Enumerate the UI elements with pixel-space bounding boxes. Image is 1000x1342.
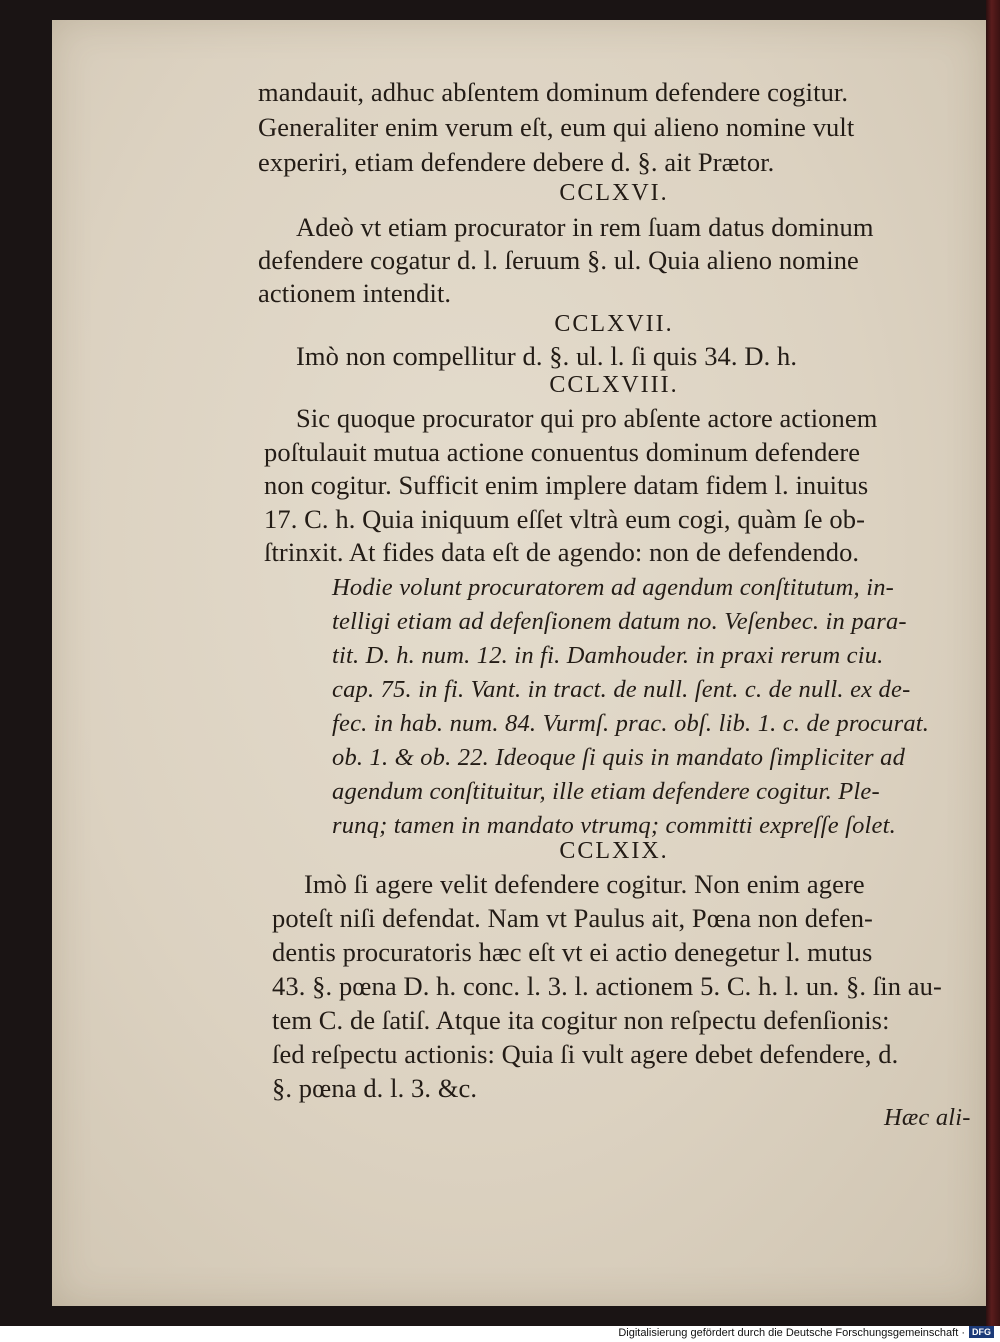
section-heading: CCLXIX. — [559, 838, 669, 864]
dfg-logo-icon: DFG — [969, 1326, 994, 1338]
text-line: §. pœna d. l. 3. &c. — [272, 1073, 478, 1103]
commentary-line: agendum conſtituitur, ille etiam defendere cogitur. Ple- — [332, 778, 880, 805]
text-line: actionem intendit. — [258, 278, 452, 308]
text-line: poſtulauit mutua actione conuentus dominum defendere — [264, 437, 861, 467]
text-line: poteſt niſi defendat. Nam vt Paulus ait, Pœna non defen- — [272, 903, 873, 933]
digitization-credit — [618, 1326, 994, 1340]
commentary-line: tit. D. h. num. 12. in fi. Damhouder. in praxi rerum ciu. — [332, 642, 884, 669]
text-line: 43. §. pœna D. h. conc. l. 3. l. actionem 5. C. h. l. un. §. ſin au- — [272, 971, 942, 1001]
text-line: ſtrinxit. At fides data eſt de agendo: non de defendendo. — [264, 537, 860, 567]
text-line: Generaliter enim verum eſt, eum qui alieno nomine vult — [258, 112, 855, 142]
text-line: non cogitur. Sufficit enim implere datam fidem l. inuitus — [264, 470, 869, 500]
text-line: Imò ſi agere velit defendere cogitur. Non enim agere — [304, 869, 865, 899]
section-heading: CCLXVII. — [554, 311, 674, 337]
section-heading: CCLXVI. — [559, 180, 669, 206]
credit-text: Digitalisierung gefördert durch die Deutsche Forschungsgemeinschaft · — [618, 1327, 965, 1339]
text-line: defendere cogatur d. l. ſeruum §. ul. Quia alieno nomine — [258, 245, 859, 275]
text-line: mandauit, adhuc abſentem dominum defendere cogitur. — [258, 77, 849, 107]
catchword: Hæc ali- — [884, 1104, 971, 1131]
commentary-line: Hodie volunt procuratorem ad agendum conſtitutum, in- — [332, 574, 895, 601]
section-heading: CCLXVIII. — [549, 372, 679, 398]
commentary-line: cap. 75. in fi. Vant. in tract. de null. ſent. c. de null. ex de- — [332, 676, 911, 703]
text-line: Imò non compellitur d. §. ul. l. ſi quis 34. D. h. — [296, 341, 798, 371]
text-line: experiri, etiam defendere debere d. §. ait Prætor. — [258, 147, 775, 177]
book-spine-edge — [986, 0, 1000, 1326]
commentary-line: telligi etiam ad defenſionem datum no. Veſenbec. in para- — [332, 608, 907, 635]
commentary-line: runq; tamen in mandato vtrumq; committi expreſſe ſolet. — [332, 812, 896, 839]
text-line: ſed reſpectu actionis: Quia ſi vult agere debet defendere, d. — [272, 1039, 899, 1069]
text-line: dentis procuratoris hæc eſt vt ei actio denegetur l. mutus — [272, 937, 873, 967]
commentary-line: ob. 1. & ob. 22. Ideoque ſi quis in mandato ſimpliciter ad — [332, 744, 906, 771]
text-line: tem C. de ſatiſ. Atque ita cogitur non reſpectu defenſionis: — [272, 1005, 890, 1035]
text-line: Adeò vt etiam procurator in rem ſuam datus dominum — [296, 212, 874, 242]
commentary-line: fec. in hab. num. 84. Vurmſ. prac. obſ. lib. 1. c. de procurat. — [332, 710, 930, 737]
text-line: 17. C. h. Quia iniquum eſſet vltrà eum cogi, quàm ſe ob- — [264, 504, 865, 534]
text-line: Sic quoque procurator qui pro abſente actore actionem — [296, 403, 878, 433]
